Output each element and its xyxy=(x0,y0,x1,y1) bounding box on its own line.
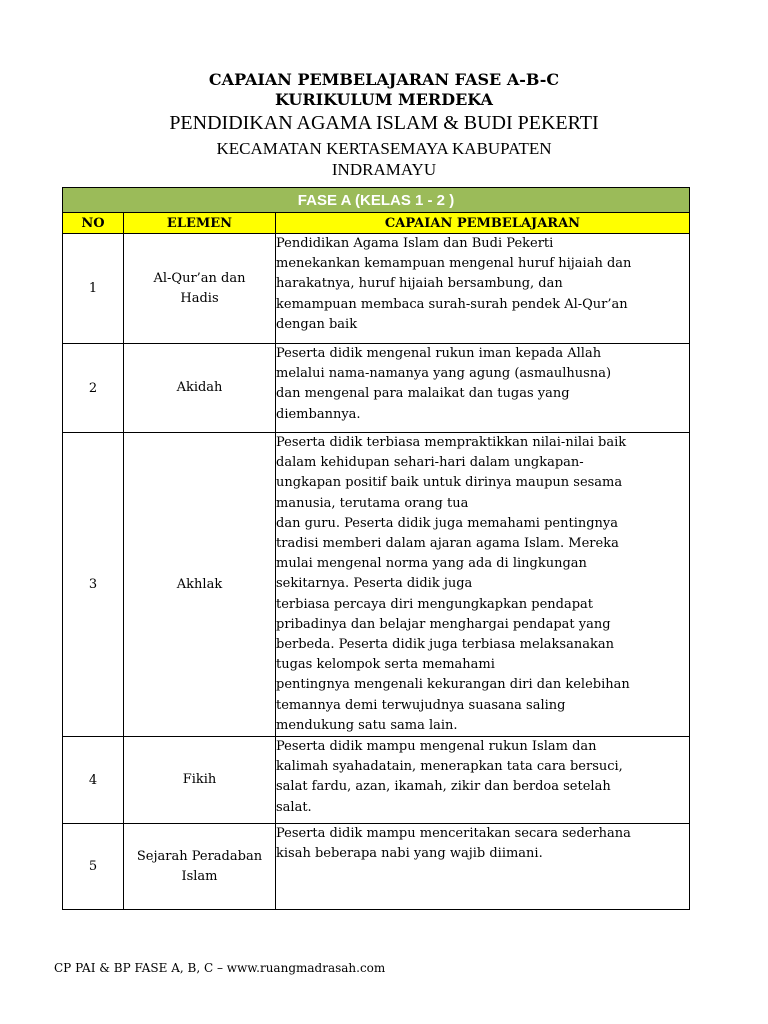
region-line-2: INDRAMAYU xyxy=(331,160,437,179)
row-number: 5 xyxy=(63,824,124,910)
row-capaian xyxy=(276,344,690,433)
row-capaian xyxy=(276,737,690,824)
region-line-1: KECAMATAN KERTASEMAYA KABUPATEN xyxy=(216,139,552,158)
table-row xyxy=(63,234,690,344)
row-elemen xyxy=(124,344,276,433)
capaian-line: harakatnya, huruf hijaiah bersambung, dan xyxy=(276,276,563,292)
column-header-capaian: CAPAIAN PEMBELAJARAN xyxy=(276,213,690,234)
row-number: 3 xyxy=(63,433,124,737)
row-number: 1 xyxy=(63,234,124,344)
capaian-line: menekankan kemampuan mengenal huruf hijaiah dan xyxy=(276,256,632,272)
subject-title: PENDIDIKAN AGAMA ISLAM & BUDI PEKERTI xyxy=(169,112,599,134)
capaian-line: berbeda. Peserta didik juga terbiasa melaksanakan xyxy=(276,637,614,653)
capaian-line: terbiasa percaya diri mengungkapkan pendapat xyxy=(276,596,594,612)
capaian-line: temannya demi terwujudnya suasana saling xyxy=(276,697,566,713)
document-header xyxy=(0,70,768,180)
capaian-line: ungkapan positif baik untuk dirinya maupun sesama xyxy=(276,475,623,491)
capaian-line: kisah beberapa nabi yang wajib diimani. xyxy=(276,846,543,862)
capaian-line: Pendidikan Agama Islam dan Budi Pekerti xyxy=(276,236,554,251)
capaian-line: kalimah syahadatain, menerapkan tata cara bersuci, xyxy=(276,759,623,775)
capaian-line: dengan baik xyxy=(276,316,358,332)
capaian-line: mulai mengenal norma yang ada di lingkungan xyxy=(276,556,587,572)
capaian-line: sekitarnya. Peserta didik juga xyxy=(276,576,473,592)
column-header-no: NO xyxy=(63,213,124,234)
column-header-row xyxy=(63,213,690,234)
elemen-line: Fikih xyxy=(182,772,217,788)
table-row xyxy=(63,824,690,910)
elemen-line: Hadis xyxy=(180,290,219,306)
capaian-line: Peserta didik mengenal rukun iman kepada Allah xyxy=(276,346,602,361)
row-elemen xyxy=(124,433,276,737)
fase-header-row xyxy=(63,188,690,213)
capaian-line: melalui nama-namanya yang agung (asmaulhusna) xyxy=(276,366,612,382)
capaian-line: tugas kelompok serta memahami xyxy=(276,657,495,673)
row-elemen xyxy=(124,824,276,910)
capaian-line: Peserta didik terbiasa mempraktikkan nilai-nilai baik xyxy=(276,435,627,450)
curriculum-title: KURIKULUM MERDEKA xyxy=(275,90,493,109)
row-number: 4 xyxy=(63,737,124,824)
capaian-table xyxy=(62,187,690,910)
capaian-line: dan mengenal para malaikat dan tugas yang xyxy=(276,386,570,402)
capaian-line: salat. xyxy=(276,799,312,815)
table-row xyxy=(63,344,690,433)
table-row xyxy=(63,433,690,737)
table-row xyxy=(63,737,690,824)
row-number: 2 xyxy=(63,344,124,433)
capaian-line: pribadinya dan belajar menghargai pendapat yang xyxy=(276,616,611,632)
column-header-elemen: ELEMEN xyxy=(124,213,276,234)
capaian-line: Peserta didik mampu mengenal rukun Islam dan xyxy=(276,739,597,755)
row-capaian xyxy=(276,433,690,737)
capaian-line: mendukung satu sama lain. xyxy=(276,717,458,733)
fase-label: FASE A (KELAS 1 - 2 ) xyxy=(63,188,690,213)
document-title: CAPAIAN PEMBELAJARAN FASE A-B-C xyxy=(208,70,560,89)
row-capaian xyxy=(276,824,690,910)
capaian-line: dan guru. Peserta didik juga memahami pentingnya xyxy=(276,515,619,531)
elemen-line: Sejarah Peradaban xyxy=(136,848,263,864)
capaian-line: tradisi memberi dalam ajaran agama Islam. Mereka xyxy=(276,536,619,552)
row-elemen xyxy=(124,737,276,824)
elemen-line: Akhlak xyxy=(176,576,223,592)
elemen-line: Islam xyxy=(181,868,218,884)
elemen-line: Akidah xyxy=(176,380,223,395)
capaian-line: dalam kehidupan sehari-hari dalam ungkapan- xyxy=(276,455,584,471)
elemen-line: Al-Qur’an dan xyxy=(153,270,246,286)
row-capaian xyxy=(276,234,690,344)
capaian-line: diembannya. xyxy=(276,406,361,422)
page-footer: CP PAI & BP FASE A, B, C – www.ruangmadrasah.com xyxy=(54,961,386,975)
capaian-line: kemampuan membaca surah-surah pendek Al-Qur’an xyxy=(276,296,628,312)
capaian-line: manusia, terutama orang tua xyxy=(276,495,469,511)
capaian-line: Peserta didik mampu menceritakan secara sederhana xyxy=(276,826,631,842)
capaian-line: pentingnya mengenali kekurangan diri dan kelebihan xyxy=(276,677,630,693)
row-elemen xyxy=(124,234,276,344)
capaian-line: salat fardu, azan, ikamah, zikir dan berdoa setelah xyxy=(276,779,611,795)
